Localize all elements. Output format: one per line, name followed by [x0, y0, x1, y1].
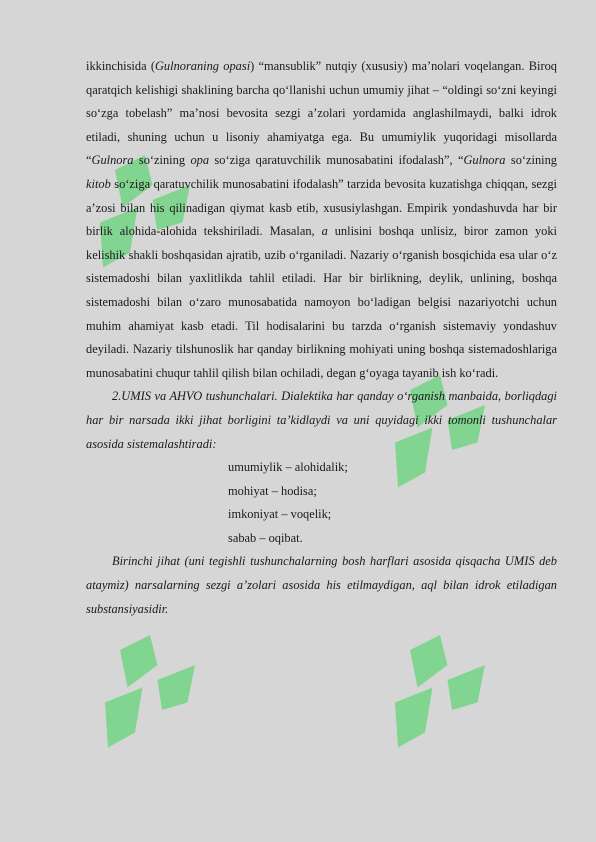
section-text: 2.UMIS va AHVO tushunchalari. Dialektika har qanday o‘rganish manbaida, borliqdagi har bir narsada ikki jihat borligini ta’kidlaydi va uni quyidagi ikki tomonli tushunchalar asosida sistemalashtiradi:: [86, 389, 557, 451]
section-paragraph: [86, 385, 557, 456]
text-run: so‘ziga qaratuvchilik munosabatini ifodalash” tarzida bevosita kuzatishga chiqqan, sezgi a’zosi bilan his qilinadigan qiymat kasb etib, xususiylashgan. Empirik yondashuvda har bir birlik alohida-alohida tekshiriladi. Masalan,: [86, 176, 557, 239]
closing-paragraph: [86, 550, 557, 621]
body-paragraph: [86, 55, 557, 385]
list-item: mohiyat – hodisa;: [228, 483, 317, 498]
text-run: ) “mansublik” nutqiy (xususiy) ma’nolari voqelangan. Biroq qaratqich kelishigi shaklining barcha qo‘llanishi uchun umumiy jihat – “oldingi so‘zni keyingi so‘zga tobelash” ma’nosi bevosita sezgi a’zolari yordamida anglashilmaydi, balki idrok etiladi, shuning uchun u lisoniy ahamiyatga ega. Bu umumiylik yuqoridagi misollarda “: [86, 59, 557, 168]
text-run: ikkinchisida (: [86, 59, 155, 73]
concept-pair-list: [228, 456, 557, 550]
closing-text: Birinchi jihat (uni tegishli tushunchalarning bosh harflari asosida qisqacha UMIS deb ataymiz) narsalarning sezgi a’zolari asosida his etilmaydigan, aql bilan idrok etiladigan substansiyasidir.: [86, 554, 557, 616]
document-body: [86, 55, 557, 621]
italic-term: opa: [190, 153, 210, 168]
list-item: sabab – oqibat.: [228, 530, 303, 545]
text-run: so‘ziga qaratuvchilik munosabatini ifodalash”, “: [209, 153, 464, 168]
list-item: umumiylik – alohidalik;: [228, 460, 348, 475]
text-run: so‘zining: [133, 153, 191, 168]
italic-term: Gulnora: [91, 153, 134, 168]
text-run: unlisini boshqa unlisiz, biror zamon yoki kelishik shakli boshqasidan ajratib, uzib o‘rganiladi. Nazariy o‘rganish bosqichida esa ular o‘z sistemadoshi bilan yaxlitlikda tahlil etiladi. Har bir birlikning, deylik, unlining, boshqa sistemadoshi bilan o‘zaro munosabatida namoyon bo‘ladigan belgisi nazariyotchi uchun muhim ahamiyat kasb etadi. Til hodisalarini bu tarzda o‘rganish sistemaviy yondashuv deyiladi. Nazariy tilshunoslik har qanday birlikning mohiyati uning boshqa sistemadoshlariga munosabatini chuqur tahlil qilish bilan ochiladi, degan g‘oyaga tayanib ish ko‘radi.: [86, 224, 557, 380]
text-run: so‘zining: [505, 153, 558, 168]
list-item: imkoniyat – voqelik;: [228, 507, 332, 522]
italic-term: a: [321, 224, 328, 239]
watermark-logo-icon: [365, 620, 515, 770]
italic-term: kitob: [86, 176, 111, 191]
italic-term: Gulnoraning opasi: [154, 59, 251, 73]
watermark-logo-icon: [75, 620, 225, 770]
italic-term: Gulnora: [463, 153, 506, 168]
